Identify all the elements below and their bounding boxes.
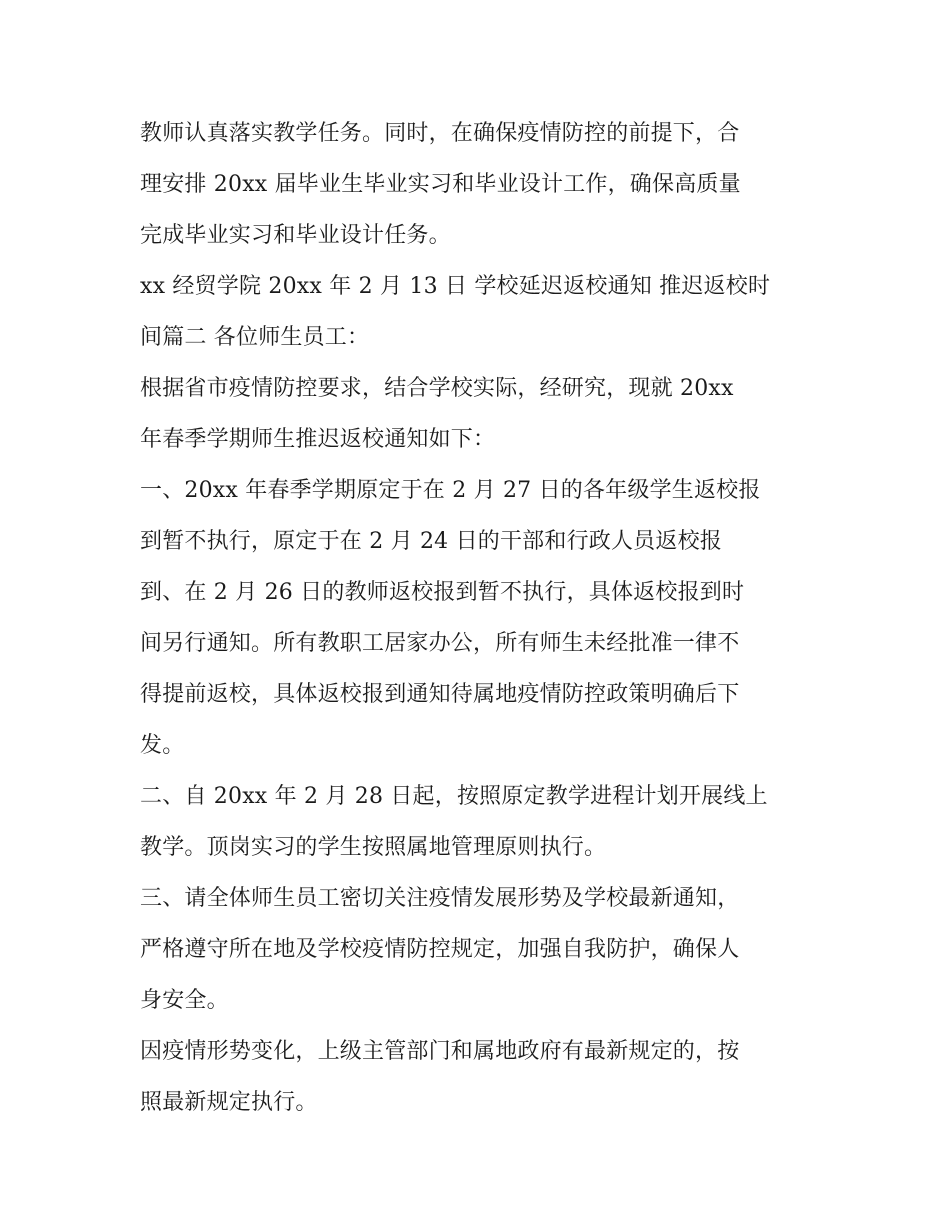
- text-line: 一、20xx 年春季学期原定于在 2 月 27 日的各年级学生返校报: [140, 478, 761, 503]
- text-line: 年春季学期师生推迟返校通知如下：: [140, 427, 496, 452]
- text-line: 得提前返校，具体返校报到通知待属地疫情防控政策明确后下: [140, 682, 740, 707]
- text-line: 因疫情形势变化，上级主管部门和属地政府有最新规定的，按: [140, 1039, 740, 1064]
- text-line: 间篇二 各位师生员工：: [140, 325, 370, 350]
- document-body: [140, 108, 830, 1128]
- text-line: 到、在 2 月 26 日的教师返校报到暂不执行，具体返校报到时: [140, 580, 745, 605]
- text-line: 发。: [140, 733, 185, 758]
- text-line: 完成毕业实习和毕业设计任务。: [140, 223, 451, 248]
- text-line: 间另行通知。所有教职工居家办公，所有师生未经批准一律不: [140, 631, 740, 656]
- text-line: xx 经贸学院 20xx 年 2 月 13 日 学校延迟返校通知 推迟返校时: [140, 274, 771, 299]
- text-line: 三、请全体师生员工密切关注疫情发展形势及学校最新通知，: [140, 886, 740, 911]
- text-line: 二、自 20xx 年 2 月 28 日起，按照原定教学进程计划开展线上: [140, 784, 768, 809]
- text-line: 严格遵守所在地及学校疫情防控规定，加强自我防护，确保人: [140, 937, 740, 962]
- text-line: 根据省市疫情防控要求，结合学校实际，经研究，现就 20xx: [140, 376, 734, 401]
- text-line: 教学。顶岗实习的学生按照属地管理原则执行。: [140, 835, 607, 860]
- text-line: 身安全。: [140, 988, 229, 1013]
- text-line: 到暂不执行，原定于在 2 月 24 日的干部和行政人员返校报: [140, 529, 722, 554]
- text-line: 照最新规定执行。: [140, 1090, 318, 1115]
- text-line: 理安排 20xx 届毕业生毕业实习和毕业设计工作，确保高质量: [140, 172, 741, 197]
- text-line: 教师认真落实教学任务。同时，在确保疫情防控的前提下，合: [140, 121, 740, 146]
